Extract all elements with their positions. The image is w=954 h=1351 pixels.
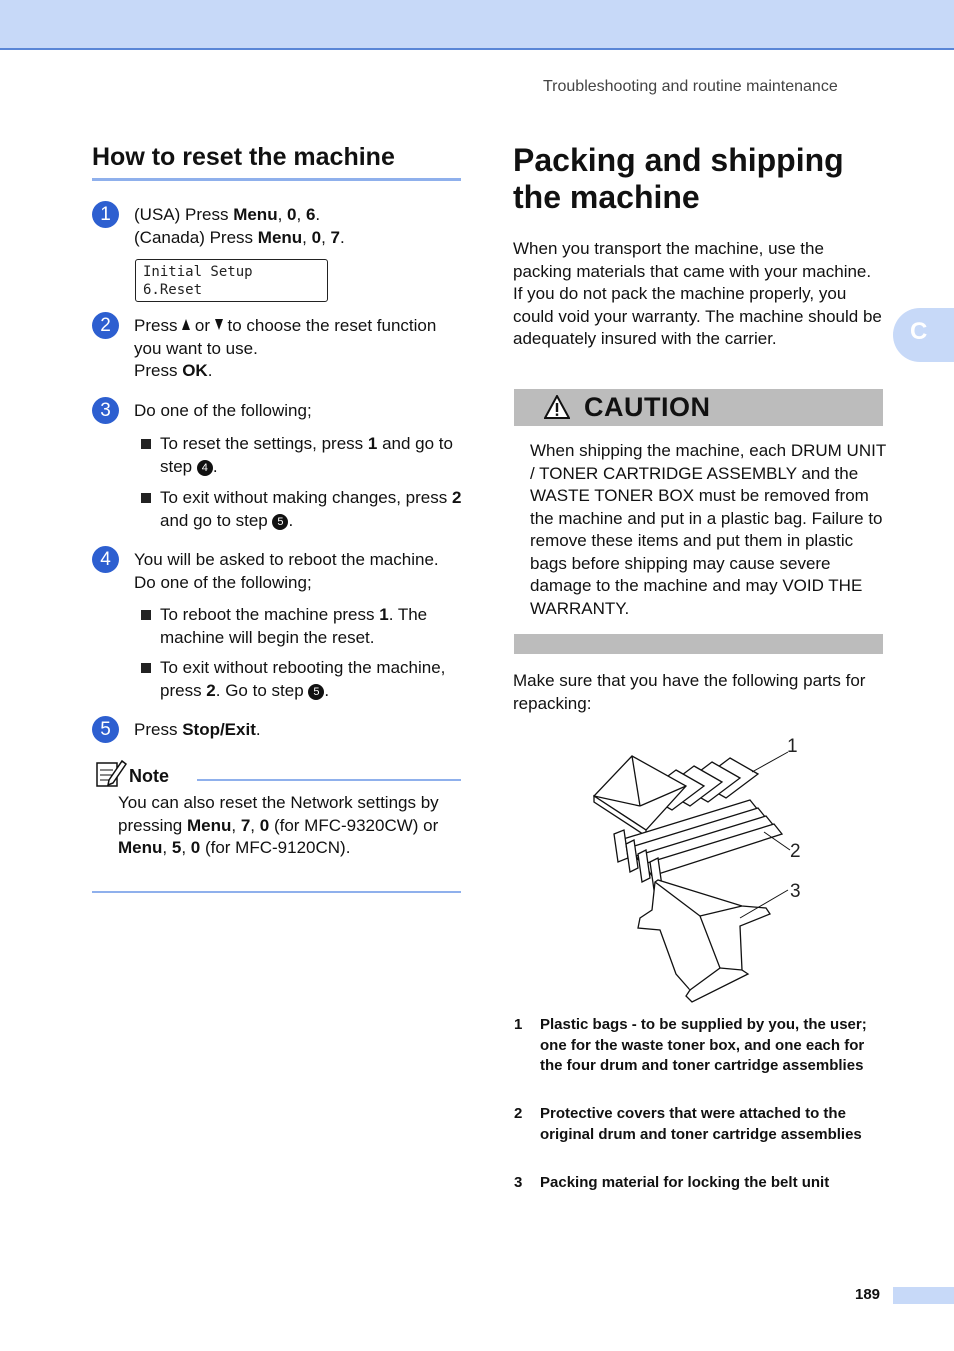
note-rule [197,779,461,781]
section-title-packing: Packing and shipping the machine [513,142,844,215]
chapter-side-tab [893,308,954,362]
lcd-line-1: Initial Setup [143,264,253,280]
step-text: Press or to choose the reset function you want to use. Press OK. [134,316,437,380]
caution-footer-bar [514,634,883,654]
step-number: 2 [92,312,119,339]
bullet-square-icon [141,439,151,449]
step-text: You will be asked to reboot the machine. Do one of the following; [134,550,439,592]
section-rule [92,178,461,181]
note-pencil-icon [95,758,127,788]
top-band [0,0,954,50]
callout-2: 2 [790,841,801,862]
bullet-square-icon [141,663,151,673]
step-number: 3 [92,397,119,424]
step-text: (USA) Press Menu, 0, 6. (Canada) Press Menu, 0, 7. [134,205,345,247]
note-rule [92,891,461,893]
bullet-square-icon [141,493,151,503]
step-number: 5 [92,716,119,743]
step-number: 1 [92,201,119,228]
packing-parts-illustration [580,730,820,1010]
arrow-up-icon [182,319,190,330]
step-text: Do one of the following; [134,401,312,420]
caution-header [514,389,883,426]
intro-paragraph: When you transport the machine, use the packing materials that came with your machine. If you do not pack the machine properly, you could void your warranty. The machine should be adequately insured with the carrier. [513,239,882,348]
lcd-line-2: 6.Reset [143,282,203,298]
step-text: Press Stop/Exit. [134,720,261,739]
bullet-square-icon [141,610,151,620]
parts-intro: Make sure that you have the following parts for repacking: [513,671,866,713]
arrow-down-icon [215,319,223,330]
callout-1: 1 [787,736,798,757]
note-text: You can also reset the Network settings by pressing Menu, 7, 0 (for MFC-9320CW) or Menu, 5, 0 (for MFC-9120CN). [118,793,439,857]
page-number: 189 [855,1286,881,1303]
caution-label: CAUTION [584,392,711,422]
page-number-bar [893,1287,954,1304]
step-ref-icon: 4 [197,460,213,476]
running-header: Troubleshooting and routine maintenance [543,78,838,95]
note-label: Note [129,766,169,786]
caution-text: When shipping the machine, each DRUM UNIT / TONER CARTRIDGE ASSEMBLY and the WASTE TONER BOX must be removed from the machine and put in a plastic bag. Failure to remove these items and put them in plastic bags before shipping may cause severe damage to the machine and may VOID THE WARRANTY. [530,441,886,618]
step-number: 4 [92,546,119,573]
chapter-letter: C [910,318,928,345]
callout-3: 3 [790,881,801,902]
section-title-reset: How to reset the machine [92,143,395,171]
lcd-display [135,259,328,302]
warning-icon [544,395,570,419]
step-ref-icon: 5 [272,514,288,530]
step-ref-icon: 5 [308,684,324,700]
